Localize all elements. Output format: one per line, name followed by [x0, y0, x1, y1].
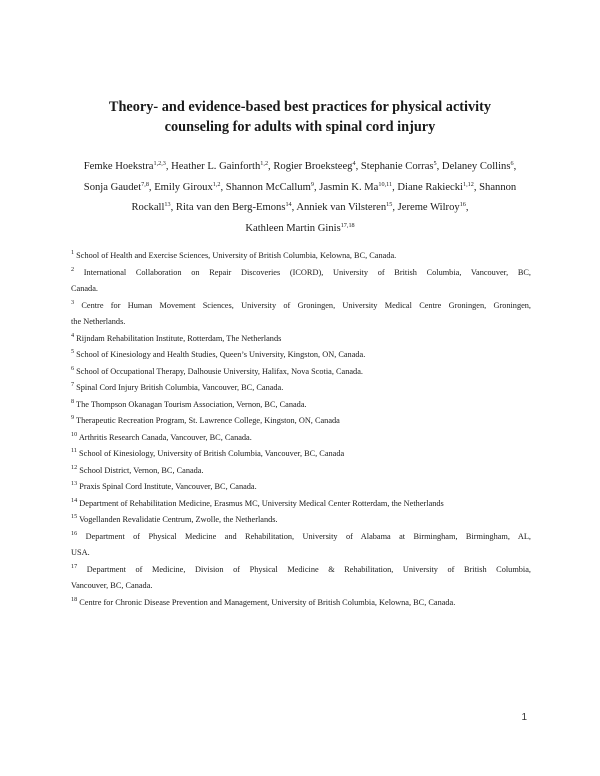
- author-name: Jasmin K. Ma: [319, 181, 379, 193]
- author-name: Rita van den Berg-Emons: [175, 202, 286, 213]
- author-affiliation-marker: 7,8: [141, 180, 149, 188]
- author-separator: ,: [473, 181, 480, 193]
- author-line: [55, 178, 545, 199]
- author-affiliation-marker: 15: [386, 201, 393, 208]
- affiliation-item: [71, 512, 278, 528]
- author-name: Delaney Collins: [441, 161, 511, 172]
- affiliation-item: [71, 430, 252, 446]
- author-affiliation-marker: 17,18: [340, 221, 355, 229]
- affiliation-item: [71, 314, 125, 330]
- author-name: Rogier Broeksteeg: [273, 161, 353, 172]
- author-separator: ,: [392, 202, 398, 213]
- author-affiliation-marker: 14: [285, 201, 292, 208]
- author-name: Heather L. Gainforth: [171, 161, 261, 172]
- affiliation-text: Spinal Cord Injury British Columbia, Vancouver, BC, Canada.: [76, 383, 284, 392]
- author-name: Shannon: [479, 181, 517, 193]
- affiliation-number: 13: [71, 480, 78, 487]
- author-line: [55, 198, 545, 219]
- affiliation-text: International Collaboration on Repair Discoveries (ICORD), University of British Columbia, Vancouver, BC,: [83, 267, 531, 277]
- affiliation-item: [71, 413, 340, 429]
- author-affiliation-marker: 16: [459, 201, 466, 208]
- author-name: Sonja Gaudet: [83, 181, 142, 193]
- affiliation-item: [71, 397, 307, 413]
- author-separator: ,: [291, 202, 297, 213]
- affiliation-text: Canada.: [71, 284, 98, 293]
- affiliation-text: USA.: [71, 548, 90, 557]
- author-affiliation-marker: 9: [310, 180, 314, 188]
- affiliation-number: 18: [71, 595, 78, 603]
- author-affiliation-marker: 5: [433, 160, 437, 167]
- author-name: Kathleen Martin Ginis: [245, 222, 341, 234]
- affiliation-item: [71, 595, 455, 611]
- author-separator: ,: [148, 181, 155, 193]
- author-separator: ,: [313, 181, 320, 193]
- affiliation-item: [71, 364, 363, 380]
- author-affiliation-marker: 6: [510, 160, 514, 167]
- author-separator: ,: [436, 161, 442, 172]
- author-list: [55, 157, 545, 239]
- affiliation-number: 7: [71, 381, 75, 388]
- paper-title: [60, 97, 540, 137]
- affiliation-number: 3: [71, 298, 75, 306]
- author-name: Emily Giroux: [154, 181, 213, 193]
- affiliation-number: 2: [71, 265, 75, 273]
- affiliation-text: School of Occupational Therapy, Dalhousie University, Halifax, Nova Scotia, Canada.: [76, 366, 363, 376]
- affiliation-item: [71, 380, 283, 396]
- affiliation-item: [71, 479, 257, 495]
- affiliation-text: Vancouver, BC, Canada.: [71, 581, 153, 590]
- author-separator: ,: [165, 161, 172, 172]
- affiliation-number: 12: [71, 463, 78, 471]
- affiliation-text: Arthritis Research Canada, Vancouver, BC, Canada.: [78, 432, 252, 442]
- affiliation-number: 4: [71, 331, 75, 339]
- affiliation-text: The Thompson Okanagan Tourism Association, Vernon, BC, Canada.: [76, 399, 307, 409]
- author-name: Diane Rakiecki: [397, 181, 463, 193]
- author-separator: ,: [268, 161, 274, 172]
- title-line: counseling for adults with spinal cord injury: [164, 119, 436, 135]
- author-name: Femke Hoekstra: [83, 161, 154, 172]
- author-affiliation-marker: 10,11: [378, 180, 393, 188]
- affiliation-text: Department of Medicine, Division of Physical Medicine & Rehabilitation, University of British Columbia,: [86, 564, 531, 574]
- affiliation-item: [71, 298, 531, 314]
- affiliation-number: 10: [71, 430, 78, 438]
- affiliation-item: [71, 265, 531, 281]
- affiliation-number: 8: [71, 397, 75, 405]
- affiliation-item: [71, 463, 204, 479]
- title-line: Theory- and evidence-based best practices for physical activity: [108, 99, 492, 115]
- affiliation-item: [71, 496, 444, 512]
- author-separator: ,: [220, 181, 226, 193]
- author-affiliation-marker: 1,2: [212, 180, 221, 188]
- author-affiliation-marker: 1,2: [260, 160, 269, 167]
- author-separator: ,: [355, 161, 361, 172]
- author-separator: ,: [392, 181, 398, 193]
- author-separator: ,: [170, 202, 176, 213]
- author-affiliation-marker: 1,12: [463, 180, 474, 188]
- author-name: Stephanie Corras: [360, 161, 434, 172]
- author-name: Jereme Wilroy: [397, 202, 460, 213]
- author-line: [55, 219, 545, 240]
- affiliation-number: 16: [71, 529, 78, 537]
- affiliation-item: [71, 281, 98, 297]
- affiliation-number: 15: [71, 513, 78, 520]
- affiliation-item: [71, 331, 281, 347]
- author-name: Anniek van Vilsteren: [296, 202, 387, 213]
- affiliation-text: Centre for Chronic Disease Prevention and Management, University of British Columbia, Kelowna, BC, Canada.: [79, 597, 456, 607]
- author-name: Rockall: [131, 202, 165, 213]
- affiliation-item: [71, 446, 344, 462]
- page-number: 1: [521, 712, 527, 723]
- affiliation-number: 6: [71, 364, 75, 372]
- affiliation-number: 5: [71, 348, 75, 355]
- author-separator: ,: [513, 161, 517, 172]
- author-affiliation-marker: 13: [164, 201, 171, 208]
- author-name: Shannon McCallum: [225, 181, 311, 193]
- affiliation-number: 1: [71, 249, 75, 256]
- affiliation-text: the Netherlands.: [71, 317, 126, 326]
- affiliation-item: [71, 578, 152, 594]
- author-affiliation-marker: 4: [352, 160, 356, 167]
- author-affiliation-marker: 1,2,3: [153, 160, 166, 167]
- affiliation-text: Vogellanden Revalidatie Centrum, Zwolle, the Netherlands.: [79, 515, 278, 524]
- affiliation-item: [71, 562, 531, 578]
- affiliation-text: Rijndam Rehabilitation Institute, Rotterdam, The Netherlands: [76, 333, 282, 343]
- affiliation-text: School of Health and Exercise Sciences, University of British Columbia, Kelowna, BC, Canada.: [76, 251, 397, 260]
- affiliation-number: 11: [71, 447, 77, 454]
- author-separator: ,: [465, 202, 469, 213]
- affiliation-item: [71, 529, 531, 545]
- affiliation-text: Therapeutic Recreation Program, St. Lawrence College, Kingston, ON, Canada: [76, 416, 340, 425]
- affiliation-item: [71, 545, 90, 561]
- affiliation-text: School of Kinesiology, University of British Columbia, Vancouver, BC, Canada: [79, 449, 345, 458]
- affiliation-number: 14: [71, 496, 78, 504]
- affiliation-number: 9: [71, 414, 75, 421]
- affiliation-text: School of Kinesiology and Health Studies, Queen’s University, Kingston, ON, Canada.: [76, 350, 366, 359]
- affiliation-number: 17: [71, 562, 78, 570]
- affiliation-text: Department of Rehabilitation Medicine, Erasmus MC, University Medical Center Rotterdam, the Netherlands: [79, 498, 444, 508]
- affiliation-item: [71, 248, 396, 264]
- affiliation-text: Centre for Human Movement Sciences, University of Groningen, University Medical Centre Groningen, Groningen,: [81, 300, 532, 310]
- affiliation-item: [71, 347, 365, 363]
- author-line: [55, 157, 545, 178]
- affiliation-text: Department of Physical Medicine and Rehabilitation, University of Alabama at Birmingham, Birmingham, AL,: [85, 531, 531, 541]
- affiliation-text: School District, Vernon, BC, Canada.: [79, 465, 204, 475]
- affiliation-text: Praxis Spinal Cord Institute, Vancouver, BC, Canada.: [79, 482, 257, 491]
